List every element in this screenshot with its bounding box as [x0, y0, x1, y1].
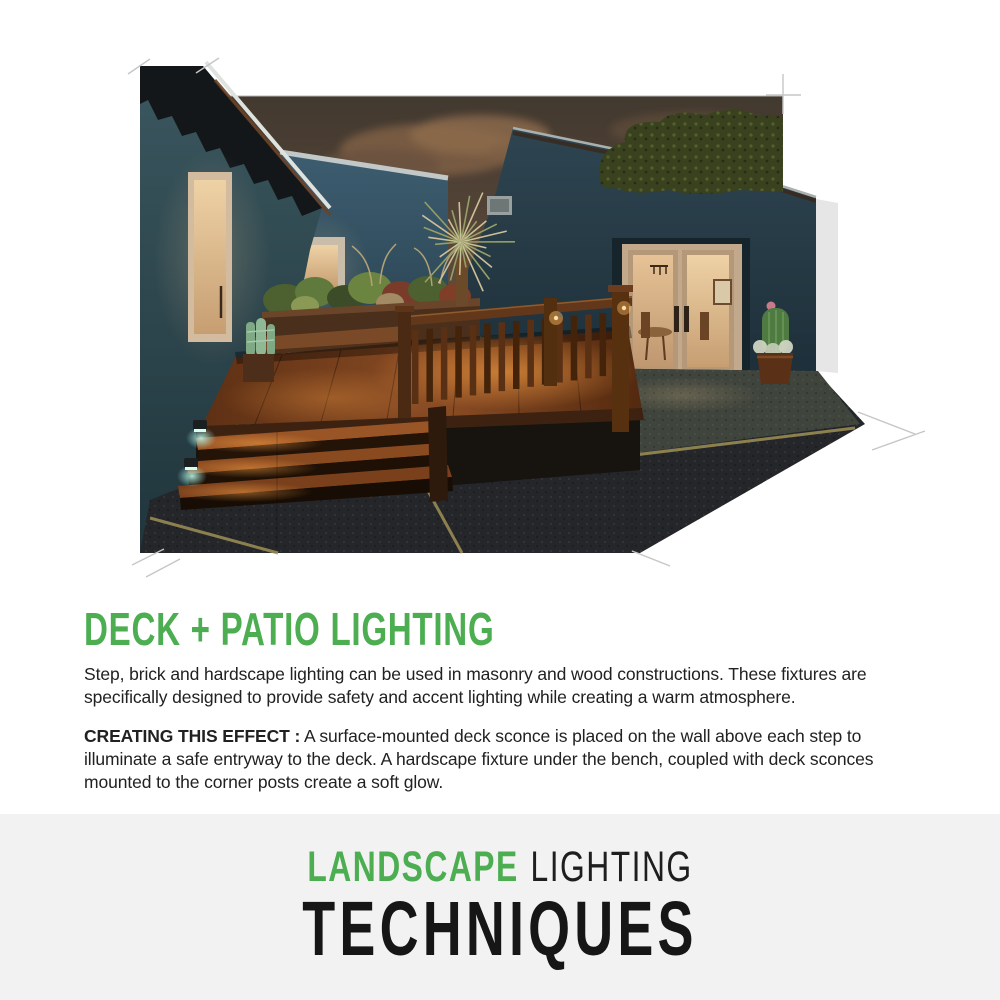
- effect-text: A surface-mounted deck sconce is placed on the wall above each step to illuminate a safe entryway to the deck. A hardscape fixture under the bench, coupled with deck sconces mounted to the corner posts create a soft glow.: [84, 726, 874, 792]
- brand-word-landscape: LANDSCAPE: [307, 843, 519, 891]
- side-panel: [816, 199, 838, 373]
- brand-word-lighting: LIGHTING: [530, 843, 693, 891]
- page-title: DECK + PATIO LIGHTING: [84, 603, 495, 655]
- effect-paragraph: [84, 725, 916, 794]
- footer-title: TECHNIQUES: [302, 886, 698, 972]
- content-section: [84, 603, 916, 810]
- footer: [0, 814, 1000, 1000]
- potted-cactus: [243, 318, 275, 382]
- intro-text: Step, brick and hardscape lighting can be used in masonry and wood constructions. These fixtures are specifically designed to provide safety and accent lighting while creating a warm atmosphere.: [84, 664, 867, 707]
- effect-label: CREATING THIS EFFECT :: [84, 726, 301, 746]
- entry-door: [188, 172, 232, 342]
- intro-paragraph: [84, 663, 916, 709]
- brand-line: [130, 844, 870, 890]
